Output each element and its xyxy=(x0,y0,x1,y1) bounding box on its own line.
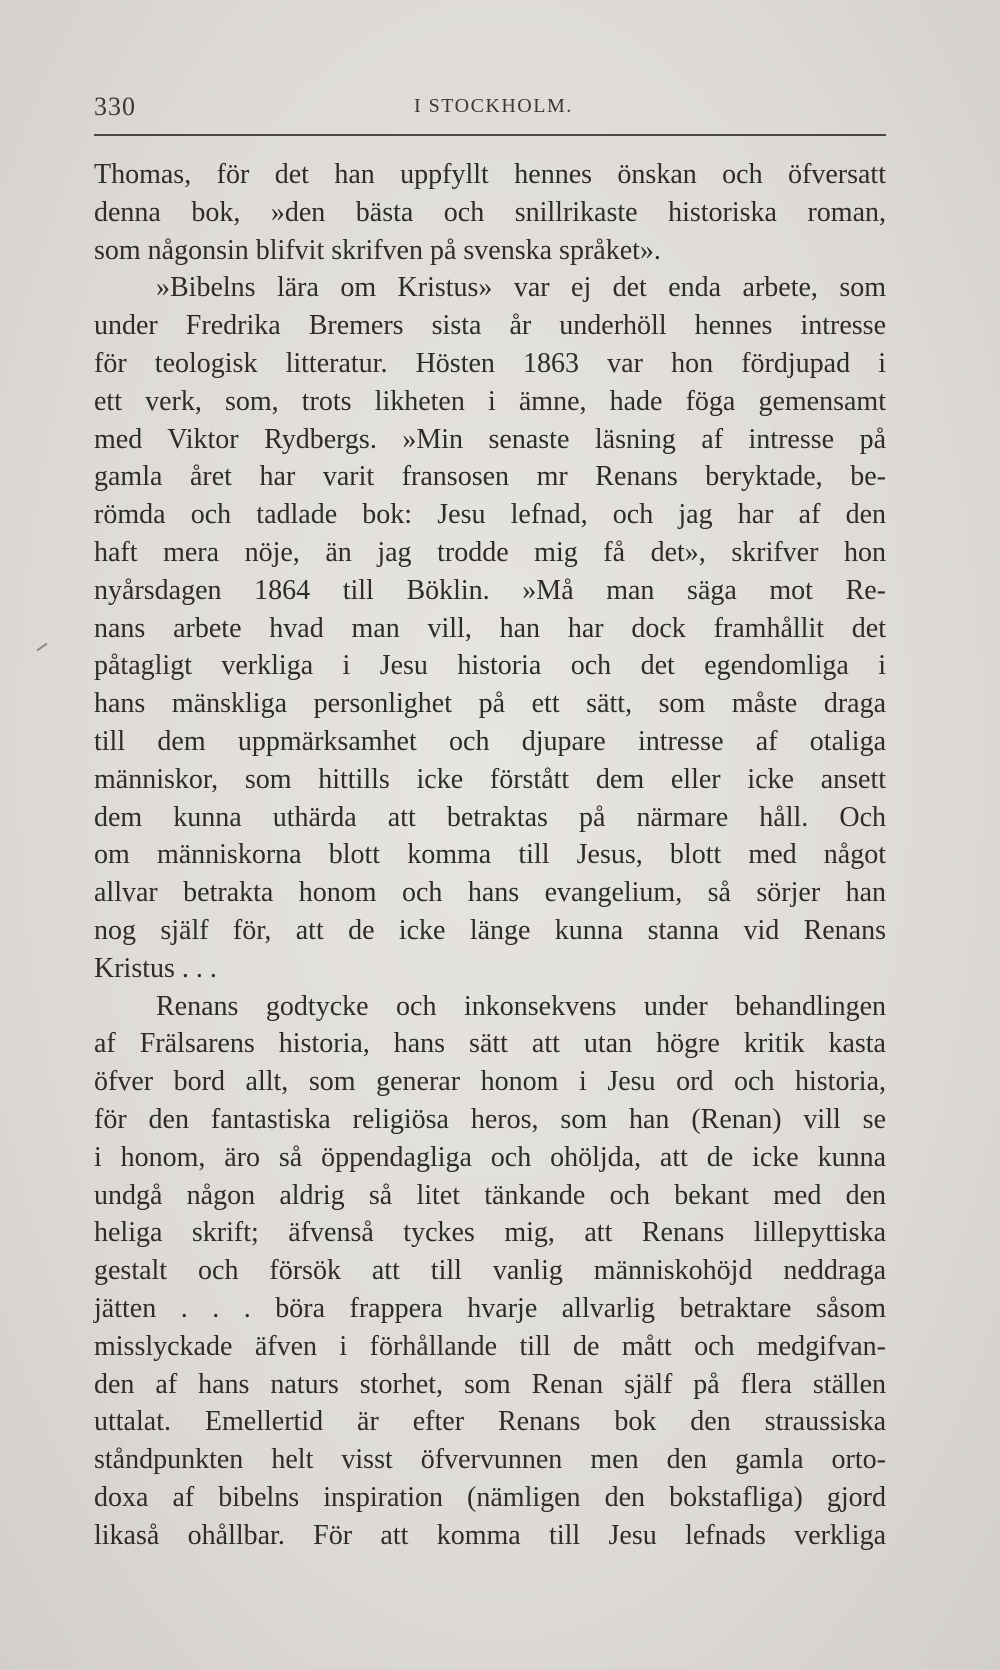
text-line: heliga skrift; äfvenså tyckes mig, att Renans lillepyttiska xyxy=(94,1217,886,1249)
running-title: I STOCKHOLM. xyxy=(414,95,573,117)
text-line: i honom, äro så öppendagliga och ohöljda, att de icke kunna xyxy=(94,1141,886,1173)
body-text xyxy=(94,156,886,1554)
text-line: af Frälsarens historia, hans sätt att utan högre kritik kasta xyxy=(94,1028,886,1060)
page-number: 330 xyxy=(94,92,136,121)
text-line: för den fantastiska religiösa heros, som han (Renan) vill se xyxy=(94,1103,886,1135)
header-rule xyxy=(94,134,886,136)
margin-mark xyxy=(37,643,48,652)
text-line: ett verk, som, trots likheten i ämne, hade föga gemensamt xyxy=(94,385,886,417)
text-line: gestalt och försök att till vanlig människohöjd neddraga xyxy=(94,1255,886,1287)
text-line: misslyckade äfven i förhållande till de mått och medgifvan- xyxy=(94,1330,886,1362)
text-line: påtagligt verkliga i Jesu historia och det egendomliga i xyxy=(94,650,886,682)
text-line: jätten . . . böra frappera hvarje allvarlig betraktare såsom xyxy=(94,1292,886,1324)
text-line: den af hans naturs storhet, som Renan själf på flera ställen xyxy=(94,1368,886,1400)
text-line: nog själf för, att de icke länge kunna stanna vid Renans xyxy=(94,914,886,946)
text-line: allvar betrakta honom och hans evangelium, så sörjer han xyxy=(94,877,886,909)
text-line: nans arbete hvad man vill, han har dock framhållit det xyxy=(94,612,886,644)
text-line: Renans godtycke och inkonsekvens under behandlingen xyxy=(156,990,886,1022)
text-line: undgå någon aldrig så litet tänkande och bekant med den xyxy=(94,1179,886,1211)
running-head xyxy=(94,92,884,126)
text-line: hans mänskliga personlighet på ett sätt, som måste draga xyxy=(94,688,886,720)
text-line: Thomas, för det han uppfyllt hennes önskan och öfversatt xyxy=(94,159,886,190)
text-line: Kristus . . . xyxy=(94,952,217,984)
text-line: under Fredrika Bremers sista år underhöll hennes intresse xyxy=(94,310,886,342)
text-line: till dem uppmärksamhet och djupare intresse af otaliga xyxy=(94,725,886,757)
text-line: haft mera nöje, än jag trodde mig få det», skrifver hon xyxy=(94,536,886,568)
text-line: människor, som hittills icke förstått dem eller icke ansett xyxy=(94,763,886,795)
text-line: för teologisk litteratur. Hösten 1863 var hon fördjupad i xyxy=(94,347,886,379)
text-line: denna bok, »den bästa och snillrikaste historiska roman, xyxy=(94,196,886,228)
text-line: som någonsin blifvit skrifven på svenska språket». xyxy=(94,234,661,266)
text-line: doxa af bibelns inspiration (nämligen den bokstafliga) gjord xyxy=(94,1481,886,1513)
text-line: dem kunna uthärda att betraktas på närmare håll. Och xyxy=(94,801,886,833)
text-line: »Bibelns lära om Kristus» var ej det enda arbete, som xyxy=(156,272,886,304)
text-line: uttalat. Emellertid är efter Renans bok den straussiska xyxy=(94,1406,886,1438)
text-line: om människorna blott komma till Jesus, blott med något xyxy=(94,839,886,871)
text-line: nyårsdagen 1864 till Böklin. »Må man säga mot Re- xyxy=(94,574,886,606)
text-line: ståndpunkten helt visst öfvervunnen men den gamla orto- xyxy=(94,1444,886,1476)
text-line: likaså ohållbar. För att komma till Jesu lefnads verkliga xyxy=(94,1519,886,1551)
text-line: med Viktor Rydbergs. »Min senaste läsning af intresse på xyxy=(94,423,886,455)
text-line: römda och tadlade bok: Jesu lefnad, och jag har af den xyxy=(94,499,886,531)
text-line: gamla året har varit fransosen mr Renans beryktade, be- xyxy=(94,461,886,493)
text-line: öfver bord allt, som generar honom i Jesu ord och historia, xyxy=(94,1066,886,1098)
